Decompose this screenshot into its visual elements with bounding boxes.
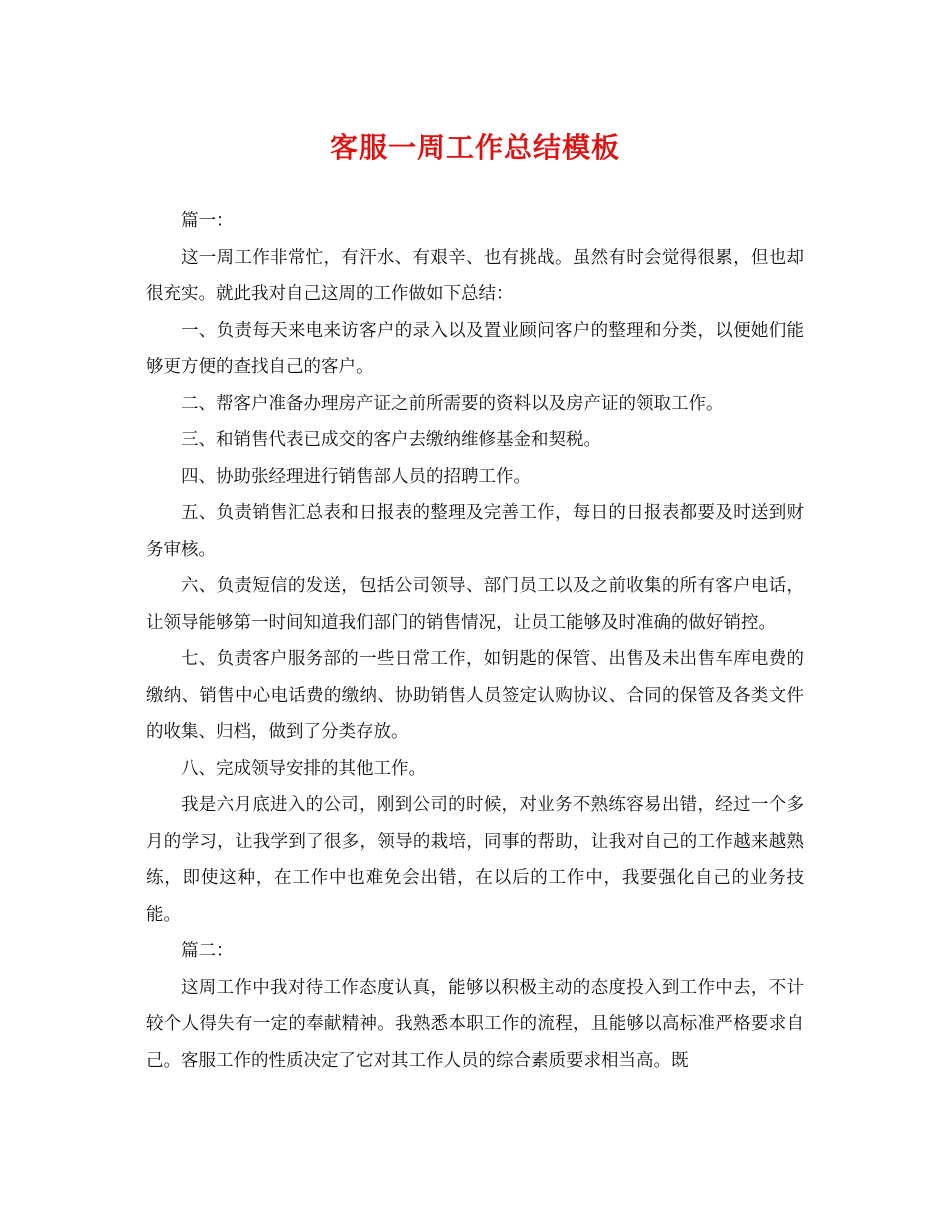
paragraph-item-7: 七、负责客户服务部的一些日常工作，如钥匙的保管、出售及未出售车库电费的缴纳、销售中心电话费的缴纳、协助销售人员签定认购协议、合同的保管及各类文件的收集、归档，做到了分类存放。 xyxy=(146,649,804,742)
paragraph-section-1-heading: 篇一： xyxy=(181,211,234,231)
paragraph-item-3: 三、和销售代表已成交的客户去缴纳维修基金和契税。 xyxy=(181,430,601,450)
document-body xyxy=(146,203,804,1079)
paragraph-item-1: 一、负责每天来电来访客户的录入以及置业顾问客户的整理和分类，以便她们能够更方便的查找自己的客户。 xyxy=(146,320,804,377)
paragraph-reflection: 我是六月底进入的公司，刚到公司的时候，对业务不熟练容易出错，经过一个多月的学习，让我学到了很多，领导的栽培，同事的帮助，让我对自己的工作越来越熟练，即使这种，在工作中也难免会出错，在以后的工作中，我要强化自己的业务技能。 xyxy=(146,795,804,925)
document-title: 客服一周工作总结模板 xyxy=(329,131,620,164)
paragraph-item-2: 二、帮客户准备办理房产证之前所需要的资料以及房产证的领取工作。 xyxy=(181,393,724,414)
paragraph-section-2-heading: 篇二： xyxy=(181,941,234,961)
paragraph-item-8: 八、完成领导安排的其他工作。 xyxy=(181,758,426,779)
paragraph-item-5: 五、负责销售汇总表和日报表的整理及完善工作，每日的日报表都要及时送到财务审核。 xyxy=(146,503,804,560)
paragraph-item-6: 六、负责短信的发送，包括公司领导、部门员工以及之前收集的所有客户电话，让领导能够第一时间知道我们部门的销售情况，让员工能够及时准确的做好销控。 xyxy=(146,576,804,633)
paragraph-intro: 这一周工作非常忙，有汗水、有艰辛、也有挑战。虽然有时会觉得很累，但也却很充实。就此我对自己这周的工作做如下总结： xyxy=(146,247,804,304)
paragraph-item-4: 四、协助张经理进行销售部人员的招聘工作。 xyxy=(181,466,531,487)
paragraph-section-2-body: 这周工作中我对待工作态度认真，能够以积极主动的态度投入到工作中去，不计较个人得失有一定的奉献精神。我熟悉本职工作的流程，且能够以高标准严格要求自己。客服工作的性质决定了它对其工作人员的综合素质要求相当高。既 xyxy=(146,977,804,1071)
